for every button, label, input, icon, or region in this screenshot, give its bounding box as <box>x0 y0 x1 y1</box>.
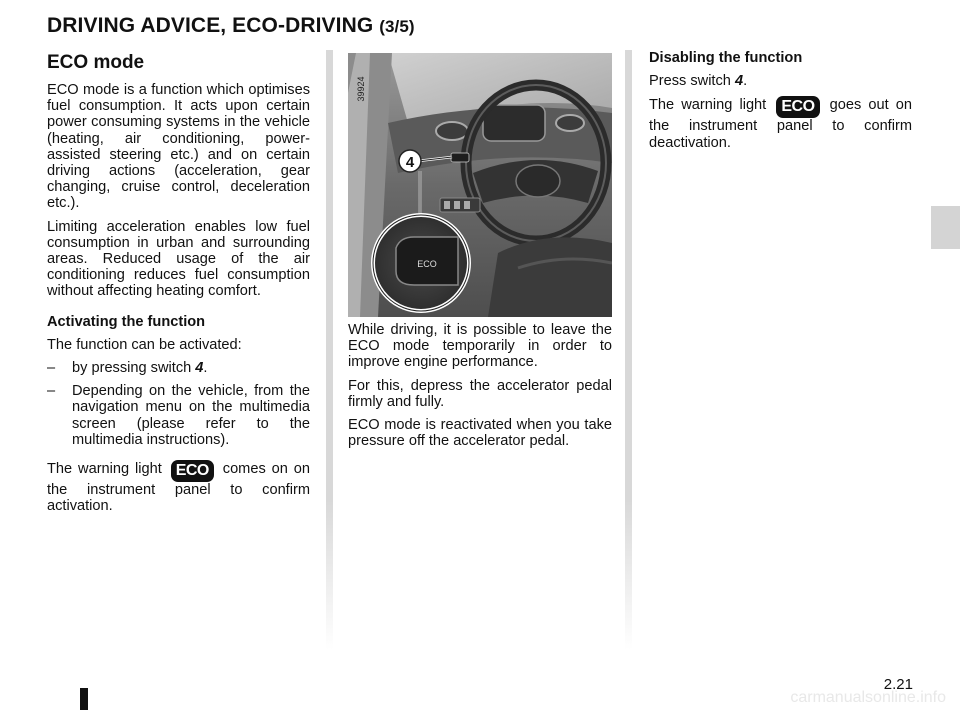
activating-intro: The function can be activated: <box>47 336 242 353</box>
switch-reference: 4 <box>195 360 204 377</box>
activation-warning-text: The warning light ECO comes on on the instrument panel to confirm activation. <box>47 461 310 515</box>
accelerator-text: For this, depress the accelerator pedal firmly and fully. <box>348 377 612 410</box>
reactivate-text: ECO mode is reactivated when you take pressure off the accelerator pedal. <box>348 417 612 450</box>
eco-warning-light-icon: ECO <box>776 96 819 118</box>
eco-mode-heading: ECO mode <box>47 52 145 73</box>
column-eco-mode <box>47 52 310 521</box>
list-item: – by pressing switch 4. <box>47 360 208 377</box>
deactivation-warning-text: The warning light ECO goes out on the instrument panel to confirm deactivation. <box>649 97 912 151</box>
page-number: 2.21 <box>883 676 913 693</box>
page-title-text: DRIVING ADVICE, ECO-DRIVING <box>47 14 374 37</box>
activation-methods-list <box>47 360 310 448</box>
disabling-heading: Disabling the function <box>649 50 803 66</box>
column-leave-eco <box>348 322 612 456</box>
dashboard-photo <box>348 53 612 317</box>
eco-mode-description: ECO mode is a function which optimises fuel consumption. It acts upon certain power consuming systems in the vehicle (heating, air conditioning, power-assisted steering etc.) and on certain driving actions (acceleration, gear changing, cruise control, deceleration etc.). <box>47 82 310 212</box>
eco-switch-label: ECO <box>417 259 437 269</box>
list-item-text: by pressing switch <box>72 360 192 377</box>
corner-crop-mark <box>80 688 88 710</box>
list-item: – Depending on the vehicle, from the navigation menu on the multimedia screen (please refer to the multimedia instructions). <box>47 383 310 448</box>
press-switch-text: Press switch 4. <box>649 73 748 90</box>
watermark: carmanualsonline.info <box>790 689 946 706</box>
leave-eco-text: While driving, it is possible to leave the ECO mode temporarily in order to improve engine performance. <box>348 322 612 371</box>
column-divider <box>625 50 632 650</box>
column-disabling <box>649 50 912 158</box>
figure-reference: 39924 <box>356 76 366 102</box>
page-title <box>47 14 415 38</box>
dashboard-illustration <box>348 53 612 317</box>
column-divider <box>326 50 333 650</box>
page-part-indicator: (3/5) <box>379 17 415 36</box>
section-tab-marker <box>931 206 960 249</box>
activating-heading: Activating the function <box>47 313 206 330</box>
acceleration-advice: Limiting acceleration enables low fuel consumption in urban and surrounding areas. Reduced usage of the air conditioning reduces fuel consumption without affecting heating comfort. <box>47 218 310 300</box>
switch-reference: 4 <box>734 73 744 90</box>
eco-warning-light-icon: ECO <box>171 460 214 482</box>
callout-number: 4 <box>405 154 415 171</box>
list-item-text: Depending on the vehicle, from the navigation menu on the multimedia screen (please refer to the multimedia instructions). <box>72 383 310 448</box>
